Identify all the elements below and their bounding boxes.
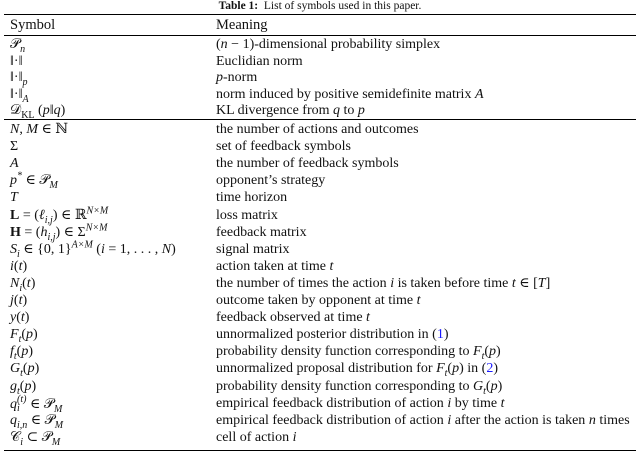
meaning-cell: the number of times the action i is taken before time t ∈ [T]	[216, 275, 551, 291]
meaning-cell: Euclidian norm	[216, 53, 303, 69]
table-row	[0, 53, 640, 70]
table-row	[0, 258, 640, 275]
meaning-cell: the number of actions and outcomes	[216, 122, 419, 137]
symbol-cell: q (t) i ∈ 𝒫$_M$	[10, 393, 63, 415]
meaning-cell: time horizon	[216, 190, 288, 206]
symbol-cell: T	[10, 190, 18, 206]
symbol-cell: y(t)	[10, 310, 30, 326]
meaning-cell: unnormalized posterior distribution in (1)	[216, 327, 449, 343]
meaning-cell: action taken at time t	[216, 258, 334, 274]
symbol-cell: $g_t(p)$	[10, 378, 37, 397]
table-row	[0, 393, 640, 415]
meaning-cell: cell of action i	[216, 429, 297, 445]
symbol-cell: $G_t(p)$	[10, 361, 40, 380]
table-row	[0, 69, 640, 86]
symbol-cell: Σ	[10, 139, 19, 155]
table-row	[0, 189, 640, 206]
table-row	[0, 412, 640, 429]
meaning-cell: unnormalized proposal distribution for $F_t(p)$ in (2)	[216, 361, 498, 380]
meaning-cell: feedback observed at time t	[216, 310, 370, 326]
header-row	[0, 17, 640, 34]
bottom-rule	[4, 450, 636, 451]
symbol-cell: L = (ℓ$_{i,j}$) ∈ ℝ$^{N\times M}$	[10, 204, 109, 226]
meaning-cell: signal matrix	[216, 241, 290, 257]
table-row	[0, 102, 640, 119]
table-row	[0, 138, 640, 155]
symbol-cell: $‖\cdot‖_A$	[10, 86, 29, 105]
table-row	[0, 378, 640, 395]
symbol-cell: $q_{i,n}$ ∈ 𝒫$_M$	[10, 411, 64, 431]
symbol-cell: 𝒫$_n$	[10, 36, 26, 55]
table-row	[0, 155, 640, 172]
table-row	[0, 360, 640, 380]
table-row	[0, 221, 640, 243]
symbol-cell: 𝒞$_i$ ⊂ 𝒫$_M$	[10, 428, 61, 448]
symbol-cell: j(t)	[10, 293, 28, 308]
meaning-cell: outcome taken by opponent at time t	[216, 293, 421, 308]
table-row	[0, 343, 640, 363]
symbol-cell: $F_t(p)$	[10, 327, 38, 345]
caption-label: Table 1:	[218, 0, 259, 12]
table-row	[0, 275, 640, 292]
caption-text: List of symbols used in this paper.	[263, 0, 422, 12]
meaning-cell: opponent’s strategy	[216, 173, 326, 189]
table-row	[0, 170, 640, 192]
table-caption	[0, 0, 640, 12]
symbol-cell: $H = (h_{i,j})$ ∈ $\Sigma^{N\times M}$	[10, 221, 108, 243]
meaning-cell: empirical feedback distribution of action i by time t	[216, 395, 505, 411]
symbol-cell: N, M ∈ ℕ	[10, 122, 69, 137]
symbol-cell: p* ∈ 𝒫$_M$	[10, 170, 58, 192]
header-symbol: Symbol	[10, 17, 56, 33]
meaning-cell: (n − 1)-dimensional probability simplex	[216, 37, 441, 52]
meaning-cell: loss matrix	[216, 207, 278, 223]
table-row	[0, 292, 640, 309]
table-row	[0, 121, 640, 138]
symbol-cell: i(t)	[10, 258, 28, 274]
symbol-cell: $‖\cdot‖_p$	[10, 70, 28, 88]
table-row	[0, 309, 640, 326]
meaning-cell: p-norm	[216, 70, 258, 85]
table-row	[0, 86, 640, 103]
meaning-cell: KL divergence from q to p	[216, 103, 365, 118]
symbol-cell: $S_i$ ∈ {0, 1}$^{A\times M}$ (i = 1, . . . , N)	[10, 239, 176, 260]
meaning-cell: probability density function corresponding to $G_t(p)$	[216, 378, 503, 397]
symbol-cell: $f_t(p)$	[10, 344, 34, 363]
meaning-cell: norm induced by positive semidefinite matrix A	[216, 86, 484, 102]
symbol-cell: 𝒟$_{KL}$ (p‖q)	[10, 102, 66, 121]
symbol-cell: A	[10, 156, 19, 172]
header-meaning: Meaning	[216, 17, 268, 33]
meaning-cell: feedback matrix	[216, 224, 307, 240]
table-row	[0, 204, 640, 226]
meaning-cell: empirical feedback distribution of action i after the action is taken n times	[216, 412, 630, 428]
symbol-cell: ‖·‖	[10, 53, 23, 69]
table-row	[0, 241, 640, 258]
meaning-cell: probability density function corresponding to $F_t(p)$	[216, 344, 501, 363]
symbol-cell: $N_i(t)$	[10, 275, 36, 294]
table-row	[0, 429, 640, 446]
table-row	[0, 326, 640, 343]
meaning-cell: the number of feedback symbols	[216, 156, 399, 172]
table-row	[0, 36, 640, 53]
top-rule	[4, 14, 636, 15]
meaning-cell: set of feedback symbols	[216, 139, 351, 155]
section-rule	[4, 119, 636, 120]
